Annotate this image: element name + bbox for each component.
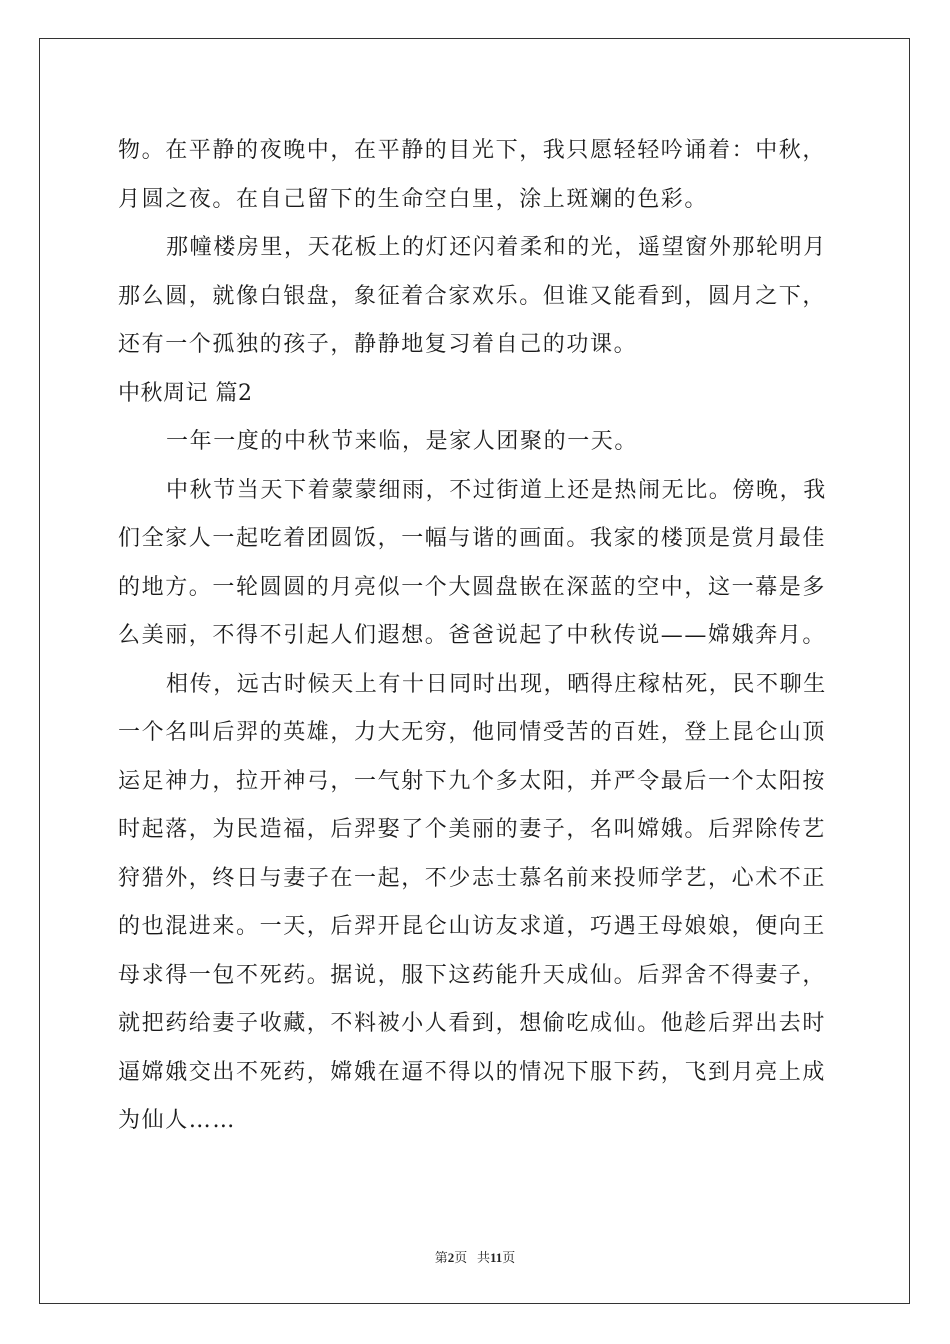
text-line-3: 那幢楼房里，天花板上的灯还闪着柔和的光，遥望窗外那轮明月 <box>166 235 827 260</box>
text-line-14: 运足神力，拉开神弓，一气射下九个多太阳，并严令最后一个太阳按 <box>118 768 827 794</box>
text-line-2: 月圆之夜。在自己留下的生命空白里，涂上斑斓的色彩。 <box>118 186 709 212</box>
text-line-7: 一年一度的中秋节来临，是家人团聚的一天。 <box>166 429 639 454</box>
text-line-19: 就把药给妻子收藏，不料被小人看到，想偷吃成仙。他趁后羿出去时 <box>118 1011 827 1036</box>
text-line-20: 逼嫦娥交出不死药，嫦娥在逼不得以的情况下服下药，飞到月亮上成 <box>118 1059 827 1085</box>
text-line-4: 那么圆，就像白银盘，象征着合家欢乐。但谁又能看到，圆月之下， <box>118 283 827 309</box>
page-number: 2 <box>447 1250 455 1265</box>
page-prefix: 第 <box>434 1250 448 1265</box>
page-suffix: 页 <box>454 1250 468 1265</box>
text-line-13: 一个名叫后羿的英雄，力大无穷，他同情受苦的百姓，登上昆仑山顶 <box>118 720 827 745</box>
section-heading: 中秋周记 篇2 <box>118 380 253 406</box>
text-line-16: 狩猎外，终日与妻子在一起，不少志士慕名前来投师学艺，心术不正 <box>118 865 827 891</box>
page-footer <box>0 1247 950 1266</box>
text-line-18: 母求得一包不死药。据说，服下这药能升天成仙。后羿舍不得妻子， <box>118 962 827 988</box>
text-line-1: 物。在平静的夜晚中，在平静的目光下，我只愿轻轻吟诵着：中秋， <box>118 138 827 163</box>
total-pages: 11 <box>489 1250 503 1265</box>
text-line-21: 为仙人…… <box>118 1108 237 1133</box>
document-body <box>118 127 838 1146</box>
text-line-5: 还有一个孤独的孩子，静静地复习着自己的功课。 <box>118 332 638 357</box>
text-line-15: 时起落，为民造福，后羿娶了个美丽的妻子，名叫嫦娥。后羿除传艺 <box>118 817 827 842</box>
text-line-11: 么美丽，不得不引起人们遐想。爸爸说起了中秋传说——嫦娥奔月。 <box>118 623 827 648</box>
text-line-9: 们全家人一起吃着团圆饭，一幅与谐的画面。我家的楼顶是赏月最佳 <box>118 526 827 551</box>
text-line-12: 相传，远古时候天上有十日同时出现，晒得庄稼枯死，民不聊生 <box>166 671 827 697</box>
text-line-8: 中秋节当天下着蒙蒙细雨，不过街道上还是热闹无比。傍晚，我 <box>166 477 827 503</box>
total-suffix: 页 <box>502 1250 516 1265</box>
text-line-17: 的也混进来。一天，后羿开昆仑山访友求道，巧遇王母娘娘，便向王 <box>118 914 827 939</box>
total-prefix: 共 <box>476 1250 490 1265</box>
text-line-10: 的地方。一轮圆圆的月亮似一个大圆盘嵌在深蓝的空中，这一幕是多 <box>118 574 827 600</box>
